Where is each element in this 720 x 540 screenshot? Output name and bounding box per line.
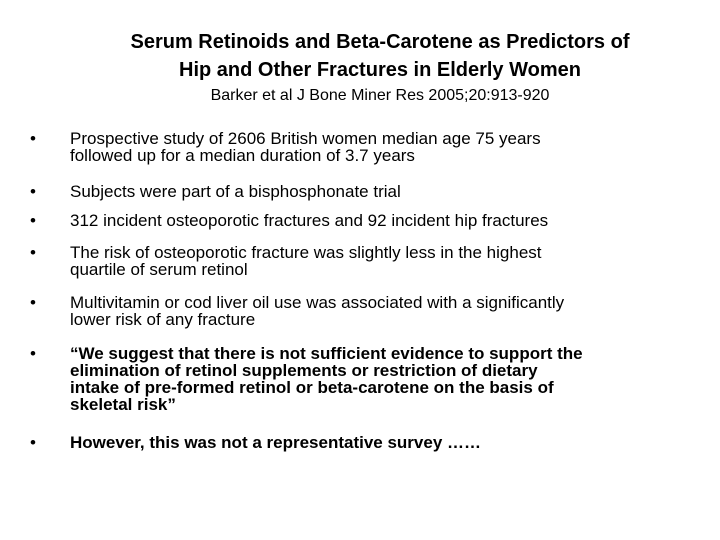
- bullet-marker: •: [30, 433, 36, 452]
- bullet-marker: •: [30, 129, 36, 148]
- bullet-item: [30, 183, 690, 200]
- title-line-2: Hip and Other Fractures in Elderly Women: [179, 59, 581, 81]
- bullet-item: [30, 244, 690, 278]
- bullet-item: [30, 130, 690, 164]
- bullet-text: [70, 183, 690, 200]
- bullet-text: [70, 130, 690, 164]
- bullet-item: [30, 212, 690, 229]
- bullet-marker: •: [30, 344, 36, 363]
- bullet-line: 312 incident osteoporotic fractures and 92 incident hip fractures: [70, 211, 549, 230]
- bullet-text: [70, 345, 690, 413]
- citation: Barker et al J Bone Miner Res 2005;20:913-920: [210, 87, 550, 104]
- bullet-marker: •: [30, 211, 36, 230]
- bullet-text: [70, 212, 690, 229]
- bullet-item: [30, 294, 690, 328]
- bullet-line: intake of pre-formed retinol or beta-carotene on the basis of: [70, 378, 554, 397]
- bullet-line: followed up for a median duration of 3.7 years: [70, 146, 415, 165]
- bullet-line: Multivitamin or cod liver oil use was associated with a significantly: [70, 293, 565, 312]
- title-line-1: Serum Retinoids and Beta-Carotene as Predictors of: [130, 31, 630, 53]
- bullet-line: “We suggest that there is not sufficient evidence to support the: [70, 344, 583, 363]
- bullet-text: [70, 434, 690, 451]
- bullet-item-quote: [30, 345, 690, 413]
- bullet-marker: •: [30, 182, 36, 201]
- bullet-line: Subjects were part of a bisphosphonate trial: [70, 182, 401, 201]
- bullet-line: However, this was not a representative survey ……: [70, 433, 481, 452]
- bullet-line: skeletal risk”: [70, 395, 176, 414]
- bullet-line: lower risk of any fracture: [70, 310, 256, 329]
- bullet-line: elimination of retinol supplements or restriction of dietary: [70, 361, 538, 380]
- bullet-line: The risk of osteoporotic fracture was slightly less in the highest: [70, 243, 542, 262]
- bullet-marker: •: [30, 243, 36, 262]
- bullet-text: [70, 294, 690, 328]
- bullet-marker: •: [30, 293, 36, 312]
- bullet-line: Prospective study of 2606 British women median age 75 years: [70, 129, 541, 148]
- bullet-text: [70, 244, 690, 278]
- bullet-item-conclusion: [30, 434, 690, 451]
- bullet-line: quartile of serum retinol: [70, 260, 248, 279]
